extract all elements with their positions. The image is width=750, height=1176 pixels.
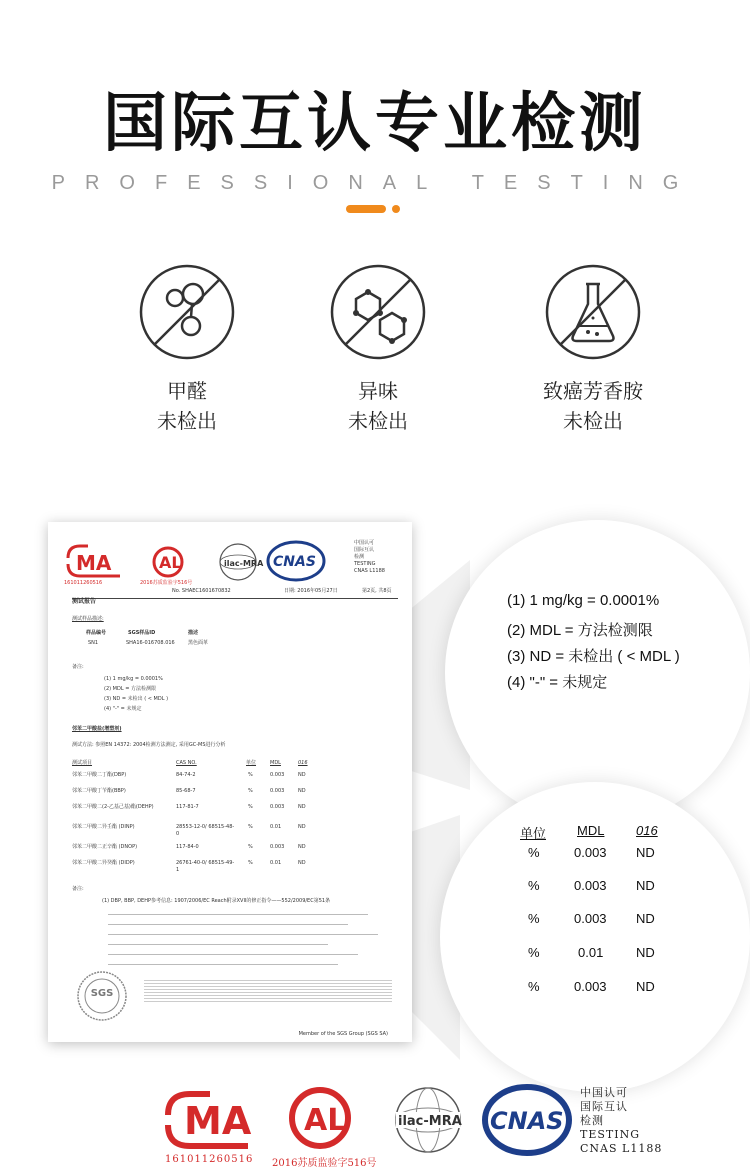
table-cell: % [248, 788, 253, 794]
table-cell: 邻苯二甲酸二(2-乙基己基)酯(DEHP) [72, 804, 154, 810]
report-date: 日期: 2016年05月27日 [284, 588, 338, 594]
cal-code: 2016苏质监验字516号 [272, 1158, 377, 1169]
svg-text:MA: MA [76, 551, 112, 575]
phthalate-section-title: 邻苯二甲酸盐(增塑剂) [72, 726, 122, 732]
legend-line: (2) MDL = 方法检测限 [507, 622, 653, 639]
zoom-table-cell: % [528, 945, 540, 960]
legend-line: (3) ND = 未检出 ( < MDL ) [507, 648, 680, 665]
table-cell: ND [298, 772, 306, 778]
table-cell: 84-74-2 [176, 772, 196, 778]
ma-code: 161011260516 [64, 580, 103, 586]
feature-result: 未检出 [348, 409, 408, 433]
zoom-table-cell: ND [636, 979, 655, 994]
ilac-logo [220, 544, 264, 580]
table-header: 单位 [246, 760, 257, 766]
report-header-row [72, 588, 398, 605]
table-header: CAS NO. [176, 760, 197, 766]
zoom-table-header: MDL [577, 823, 605, 838]
zoom-table-cell: % [528, 979, 540, 994]
ilac-logo [396, 1088, 462, 1152]
table-cell: 邻苯二甲酸二异壬酯 (DINP) [72, 824, 135, 830]
page-subtitle: PROFESSIONAL TESTING [51, 172, 699, 194]
table-cell: 0.003 [270, 804, 285, 810]
svg-text:CNAS: CNAS [273, 554, 316, 570]
note-item: (1) 1 mg/kg = 0.0001% [104, 676, 163, 682]
cal-logo [154, 548, 182, 576]
ma-code: 161011260516 [165, 1154, 254, 1165]
page-title: 国际互认专业检测 [103, 87, 647, 161]
table-cell: 85-68-7 [176, 788, 196, 794]
feature-name: 致癌芳香胺 [543, 379, 643, 403]
cnas-line: 国际互认 [580, 1100, 628, 1113]
legend-line: (4) "-" = 未规定 [507, 674, 608, 691]
remark-label: 备注: [72, 886, 84, 892]
cnas-line: TESTING [580, 1128, 640, 1141]
cnas-text-block [580, 1086, 662, 1156]
cnas-line: 中国认可 [354, 540, 375, 546]
feature-result: 未检出 [157, 409, 217, 433]
sample-cell-1: SHA16-016708.016 [126, 640, 175, 646]
table-cell: % [248, 824, 253, 830]
sample-header-2: 描述 [188, 630, 199, 636]
table-cell: 0.01 [270, 860, 282, 866]
zoom-table-cell: % [528, 911, 540, 926]
svg-text:AL: AL [159, 553, 182, 572]
feature-name: 甲醛 [167, 379, 207, 403]
test-report-document [48, 522, 412, 1042]
sample-header-0: 样品编号 [86, 630, 107, 636]
svg-text:MA: MA [184, 1099, 252, 1143]
table-cell: 邻苯二甲酸二丁酯(DBP) [72, 772, 127, 778]
table-cell: 26761-40-0/ 68515-49-1 [176, 860, 235, 873]
table-cell: ND [298, 788, 306, 794]
table-cell: ND [298, 804, 306, 810]
zoom-table-cell: % [528, 845, 540, 860]
report-footer: Member of the SGS Group (SGS SA) [298, 1031, 388, 1037]
table-cell: 117-81-7 [176, 804, 199, 810]
sample-header-1: SGS样品ID [128, 630, 156, 636]
table-header: 测试项目 [72, 760, 93, 766]
zoom-table-cell: ND [636, 945, 655, 960]
table-cell: ND [298, 844, 306, 850]
table-cell: ND [298, 824, 306, 830]
zoom-table-cell: % [528, 878, 540, 893]
svg-text:ilac-MRA: ilac-MRA [224, 559, 264, 568]
cnas-line: TESTING [354, 561, 376, 567]
table-cell: % [248, 844, 253, 850]
ma-logo [68, 546, 120, 576]
report-title: 测试报告 [72, 598, 97, 605]
cnas-logo [268, 542, 324, 580]
table-cell: % [248, 860, 253, 866]
cnas-text-block [354, 540, 385, 575]
note-item: (4) "-" = 未规定 [104, 706, 142, 712]
sample-cell-0: SN1 [88, 640, 99, 646]
cnas-logo [485, 1087, 569, 1153]
zoom-table-header: 单位 [520, 826, 547, 841]
cal-logo [292, 1090, 348, 1146]
svg-text:ilac-MRA: ilac-MRA [398, 1114, 462, 1129]
svg-text:AL: AL [304, 1103, 347, 1138]
svg-text:CNAS: CNAS [490, 1107, 564, 1135]
cnas-line: 中国认可 [580, 1086, 628, 1099]
note-item: (2) MDL = 方法检测限 [104, 686, 156, 692]
table-cell: 0.003 [270, 844, 285, 850]
cnas-line: CNAS L1188 [354, 568, 385, 574]
feature-name: 异味 [358, 379, 398, 403]
sample-section-title: 测试样品描述: [72, 616, 104, 622]
report-page: 第2页, 共8页 [362, 588, 392, 594]
zoom-table-cell: ND [636, 845, 655, 860]
table-header: MDL [270, 760, 281, 766]
table-header: 016 [298, 760, 308, 766]
zoom-table-cell: ND [636, 911, 655, 926]
table-cell: 28553-12-0/ 68515-48-0 [176, 824, 235, 837]
zoom-table-cell: ND [636, 878, 655, 893]
zoom-table-cell: 0.003 [574, 878, 607, 893]
ma-logo [168, 1094, 252, 1146]
zoom-table-cell: 0.003 [574, 979, 607, 994]
legend-line: (1) 1 mg/kg = 0.0001% [507, 592, 660, 609]
cnas-line: 检测 [580, 1114, 604, 1127]
table-cell: % [248, 804, 253, 810]
table-cell: 0.01 [270, 824, 282, 830]
cnas-line: 检测 [354, 554, 365, 560]
report-number: No. SHAEC1601670832 [172, 588, 231, 594]
table-cell: 邻苯二甲酸二正辛酯 (DNOP) [72, 844, 138, 850]
note-item: (3) ND = 未检出 ( < MDL ) [104, 696, 169, 702]
table-cell: 117-84-0 [176, 844, 199, 850]
cal-code: 2016苏质监验字516号 [140, 580, 193, 586]
cnas-line: CNAS L1188 [580, 1142, 663, 1155]
zoom-table-cell: 0.01 [578, 945, 604, 960]
table-cell: 邻苯二甲酸二异癸酯 (DIDP) [72, 860, 135, 866]
sgs-seal [76, 970, 128, 1022]
cnas-line: 国际互认 [354, 547, 375, 553]
zoom-table-cell: 0.003 [574, 911, 607, 926]
report-cert-logos [58, 536, 402, 596]
zoom-table-header: 016 [636, 823, 658, 838]
sample-cell-2: 黑色面革 [188, 640, 209, 646]
table-cell: ND [298, 860, 306, 866]
feature-result: 未检出 [563, 409, 623, 433]
table-cell: % [248, 772, 253, 778]
table-cell: 0.003 [270, 772, 285, 778]
sgs-seal-text: SGS [90, 988, 114, 999]
zoom-table-cell: 0.003 [574, 845, 607, 860]
remark-text: (1) DBP, BBP, DEHP参考信息: 1907/2006/EC Reach附录XVII的修正指令——552/2009/EC第51条 [102, 898, 331, 904]
table-cell: 0.003 [270, 788, 285, 794]
bottom-cert-logos [0, 1080, 750, 1170]
table-cell: 邻苯二甲酸丁苄酯(BBP) [72, 788, 126, 794]
notes-label: 备注: [72, 664, 84, 670]
test-method: 测试方法: 参照EN 14372: 2004检测方法测定, 采用GC-MS进行分析 [72, 742, 226, 748]
